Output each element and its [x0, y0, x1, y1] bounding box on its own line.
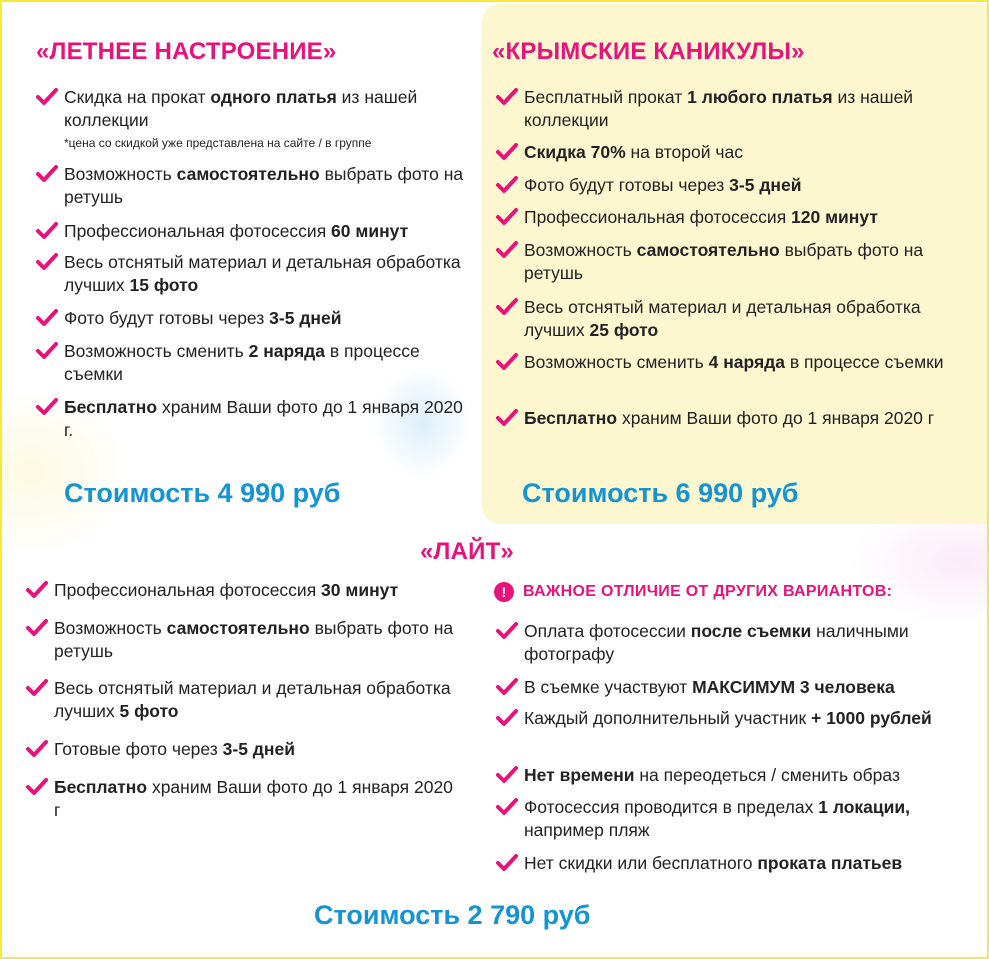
item-text-segment: выбрать фото на ретушь — [54, 618, 454, 661]
list-item — [54, 677, 454, 723]
item-text-segment: 25 фото — [589, 320, 659, 340]
item-text-segment: самостоятельно — [176, 164, 320, 184]
check-icon — [496, 409, 518, 427]
check-icon — [496, 241, 518, 259]
list-item — [54, 617, 454, 663]
check-icon — [496, 353, 518, 371]
check-icon — [496, 854, 518, 872]
item-text-segment: Бесплатно — [524, 408, 618, 428]
item-text-segment: Нет времени — [524, 765, 635, 785]
check-icon — [496, 709, 518, 727]
check-icon — [36, 222, 58, 240]
lite-package-title: «ЛАЙТ» — [420, 538, 514, 565]
item-text-segment: выбрать фото на ретушь — [524, 240, 924, 283]
item-text-segment: Профессиональная фотосессия — [524, 207, 792, 227]
list-item — [524, 764, 964, 787]
item-text-segment: МАКСИМУМ 3 человека — [692, 677, 895, 697]
list-item — [524, 707, 964, 730]
item-text-segment: 2 наряда — [248, 341, 326, 361]
item-text-segment: храним Ваши фото до 1 января 2020 г. — [64, 397, 463, 440]
item-text-segment: В съемке участвуют — [524, 677, 693, 697]
check-icon — [496, 176, 518, 194]
item-text-segment: 120 минут — [791, 207, 878, 227]
item-text-segment: Весь отснятый материал и детальная обработка лучших — [54, 678, 451, 721]
list-item — [524, 351, 944, 374]
item-text-segment: 4 наряда — [708, 352, 786, 372]
list-item — [524, 141, 944, 164]
item-text-segment: Фото будут готовы через — [64, 308, 270, 328]
item-text-segment: 1 любого платья — [687, 87, 833, 107]
item-text-segment: в процессе съемки — [785, 352, 944, 372]
item-text-segment: 60 минут — [331, 221, 409, 241]
item-text-segment: Скидка на прокат — [64, 87, 211, 107]
item-text-segment: проката платьев — [757, 853, 903, 873]
item-text-segment: Возможность сменить — [524, 352, 709, 372]
summer-package-title: «ЛЕТНЕЕ НАСТРОЕНИЕ» — [36, 38, 337, 65]
item-text-segment: 5 фото — [119, 701, 179, 721]
list-item — [54, 776, 454, 822]
list-item — [64, 307, 464, 330]
item-text-segment: Оплата фотосессии — [524, 621, 691, 641]
item-text-segment: 3-5 дней — [222, 739, 295, 759]
list-item — [524, 676, 964, 699]
item-text-segment: на второй час — [625, 142, 743, 162]
check-icon — [496, 798, 518, 816]
item-text-segment: наличными фотографу — [524, 621, 909, 664]
check-icon — [496, 622, 518, 640]
item-text-segment: 3-5 дней — [729, 175, 802, 195]
item-text-segment: Весь отснятый материал и детальная обработка лучших — [524, 297, 921, 340]
item-text-segment: 1 локации, — [818, 797, 911, 817]
item-text-segment: на переодеться / сменить образ — [634, 765, 900, 785]
item-text-segment: Профессиональная фотосессия — [64, 221, 332, 241]
crimea-price: Стоимость 6 990 руб — [522, 478, 799, 508]
lite-price: Стоимость 2 790 руб — [314, 900, 591, 930]
exclamation-icon: ! — [494, 582, 514, 602]
item-text-segment: Возможность сменить — [64, 341, 249, 361]
list-item — [524, 296, 944, 342]
check-icon — [496, 298, 518, 316]
item-text-segment: самостоятельно — [636, 240, 780, 260]
discount-note: *цена со скидкой уже представлена на сайте / в группе — [64, 136, 372, 150]
item-text-segment: Профессиональная фотосессия — [54, 580, 322, 600]
list-item — [524, 620, 964, 666]
list-item — [524, 407, 944, 430]
item-text-segment: Каждый дополнительный участник — [524, 708, 811, 728]
item-text-segment: Бесплатно — [64, 397, 158, 417]
check-icon — [496, 88, 518, 106]
item-text-segment: 30 минут — [321, 580, 399, 600]
item-text-segment: самостоятельно — [166, 618, 310, 638]
item-text-segment: 15 фото — [129, 275, 199, 295]
item-text-segment: Весь отснятый материал и детальная обработка лучших — [64, 252, 461, 295]
check-icon — [36, 309, 58, 327]
check-icon — [26, 778, 48, 796]
check-icon — [26, 740, 48, 758]
list-item — [524, 86, 944, 132]
item-text-segment: Готовые фото через — [54, 739, 223, 759]
item-text-segment: Бесплатный прокат — [524, 87, 688, 107]
check-icon — [36, 398, 58, 416]
list-item — [64, 86, 464, 152]
list-item — [524, 852, 964, 875]
item-text-segment: Возможность — [524, 240, 637, 260]
item-text-segment: Возможность — [64, 164, 177, 184]
item-text-segment: после съемки — [690, 621, 812, 641]
item-text-segment: Нет скидки или бесплатного — [524, 853, 758, 873]
item-text-segment: Скидка 70% — [524, 142, 626, 162]
list-item — [64, 220, 464, 243]
check-icon — [26, 619, 48, 637]
check-icon — [26, 581, 48, 599]
item-text-segment: Фотосессия проводится в пределах — [524, 797, 819, 817]
item-text-segment: из нашей коллекции — [64, 87, 418, 130]
check-icon — [26, 679, 48, 697]
item-text-segment: 3-5 дней — [269, 308, 342, 328]
item-text-segment: храним Ваши фото до 1 января 2020 г — [54, 777, 453, 820]
list-item — [54, 738, 454, 761]
item-text-segment: + 1000 рублей — [810, 708, 932, 728]
check-icon — [36, 165, 58, 183]
crimea-package-title: «КРЫМСКИЕ КАНИКУЛЫ» — [492, 38, 805, 65]
item-text-segment: храним Ваши фото до 1 января 2020 г — [617, 408, 935, 428]
list-item — [54, 579, 454, 602]
item-text-segment: из нашей коллекции — [524, 87, 914, 130]
check-icon — [496, 143, 518, 161]
list-item — [64, 396, 464, 442]
check-icon — [36, 342, 58, 360]
check-icon — [36, 253, 58, 271]
list-item — [64, 251, 464, 297]
check-icon — [496, 766, 518, 784]
summer-price: Стоимость 4 990 руб — [64, 478, 341, 508]
item-text-segment: в процессе съемки — [64, 341, 420, 384]
list-item — [524, 239, 944, 285]
item-text-segment: например пляж — [524, 820, 650, 840]
item-text-segment: Бесплатно — [54, 777, 148, 797]
item-text-segment: одного платья — [210, 87, 337, 107]
check-icon — [36, 88, 58, 106]
list-item — [524, 206, 944, 229]
item-text-segment: Возможность — [54, 618, 167, 638]
item-text-segment: Фото будут готовы через — [524, 175, 730, 195]
important-difference-label: ВАЖНОЕ ОТЛИЧИЕ ОТ ДРУГИХ ВАРИАНТОВ: — [523, 583, 893, 600]
list-item — [524, 174, 944, 197]
check-icon — [496, 208, 518, 226]
list-item — [64, 340, 464, 386]
list-item — [524, 796, 964, 842]
item-text-segment: выбрать фото на ретушь — [64, 164, 464, 207]
list-item — [64, 163, 464, 209]
check-icon — [496, 678, 518, 696]
